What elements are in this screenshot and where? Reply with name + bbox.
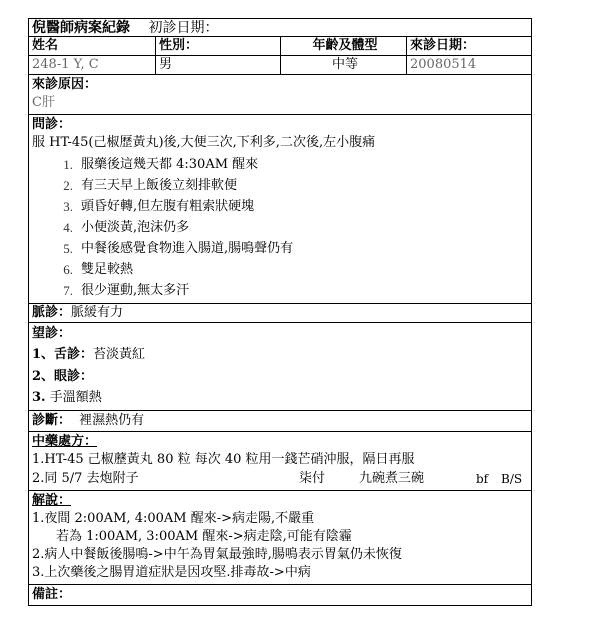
eye-label: 2、眼診： [32,369,94,384]
diagnosis-section [28,411,532,432]
explanation-label: 解說： [32,493,72,508]
notes-label: 備註： [32,587,72,602]
header-visit-date: 來診日期： [410,38,476,53]
header-gender: 性別： [156,37,281,55]
case-record-sheet [28,18,532,606]
list-item: 5. 中餐後感覺食物進入腸道,腸鳴聲仍有 [63,241,294,256]
inspection-item3-num: 3. [32,390,46,405]
explanation-line-3: 3.上次藥後之腸胃道症狀是因攻堅.排毒故->中病 [32,565,311,580]
prescription-bs: B/S [501,472,523,486]
inspection-section [28,323,532,411]
prescription-bf: bf [476,472,489,486]
prescription-line-1: 1.HT-45 己椒藶黃丸 80 粒 每次 40 粒用一錢芒硝沖服，隔日再服 [32,452,415,467]
inspection-label: 望診： [32,326,72,341]
visit-date: 20080514 [410,57,477,72]
patient-gender: 男 [156,56,281,74]
tongue-label: 1、舌診： [32,347,94,362]
prescription-line-2-base: 2.同 5/7 去炮附子 [32,471,139,486]
prescription-label: 中藥處方： [32,434,98,449]
tongue-text: 苔淡黃紅 [93,347,146,362]
patient-values [29,56,531,74]
explanation-section [28,491,532,585]
first-visit-label: 初診日期： [148,20,219,36]
patient-values-row [28,56,532,75]
header-age-build: 年齡及體型 [281,37,407,55]
reason-text: C肝 [32,95,55,110]
title-row [28,18,532,37]
diagnosis-text: 裡濕熱仍有 [79,413,145,428]
diagnosis-label: 診斷： [32,413,72,428]
header-name: 姓名 [29,37,156,55]
record-title: 倪醫師病案紀錄 [32,20,130,36]
explanation-line-1b: 若為 1:00AM, 3:00AM 醒來->病走陰,可能有陰霾 [56,529,352,544]
prescription-decoction: 九碗煮三碗 [359,471,425,486]
prescription-line-2 [29,470,531,488]
pulse-label: 脈診： [32,305,72,320]
patient-headers [29,37,531,55]
pulse-text: 脈緩有力 [71,305,124,320]
list-item: 3. 頭昏好轉,但左腹有粗索狀硬塊 [63,199,255,214]
prescription-section [28,432,532,491]
reason-label: 來診原因： [32,77,98,92]
inquiry-label: 問診： [32,117,72,132]
inquiry-section [28,115,532,304]
inquiry-intro: 服 HT-45(己椒歷黃丸)後,大便三次,下利多,二次後,左小腹痛 [32,135,376,150]
list-item: 6. 雙足較熱 [63,262,134,277]
notes-section [28,585,532,606]
patient-name: 248-1 Y, C [29,56,156,74]
explanation-line-2: 2.病人中餐飯後腸鳴->中午為胃氣最強時,腸鳴表示胃氣仍未恢復 [32,547,402,562]
list-item: 2. 有三天早上飯後立刻排軟便 [63,178,238,193]
patient-header-row [28,37,532,56]
explanation-line-1: 1.夜間 2:00AM, 4:00AM 醒來->病走陽,不嚴重 [32,511,315,526]
patient-age-build: 中等 [281,56,407,74]
list-item: 7. 很少運動,無太多汗 [63,283,190,298]
prescription-dosage-count: 柒付 [299,471,326,486]
reason-section [28,75,532,115]
inquiry-list [29,154,531,301]
pulse-section [28,304,532,323]
list-item: 4. 小便淡黃,泡沫仍多 [63,220,190,235]
list-item: 1. 服藥後這幾天都 4:30AM 醒來 [63,157,259,172]
inspection-item3-text: 手溫額熱 [49,390,102,405]
